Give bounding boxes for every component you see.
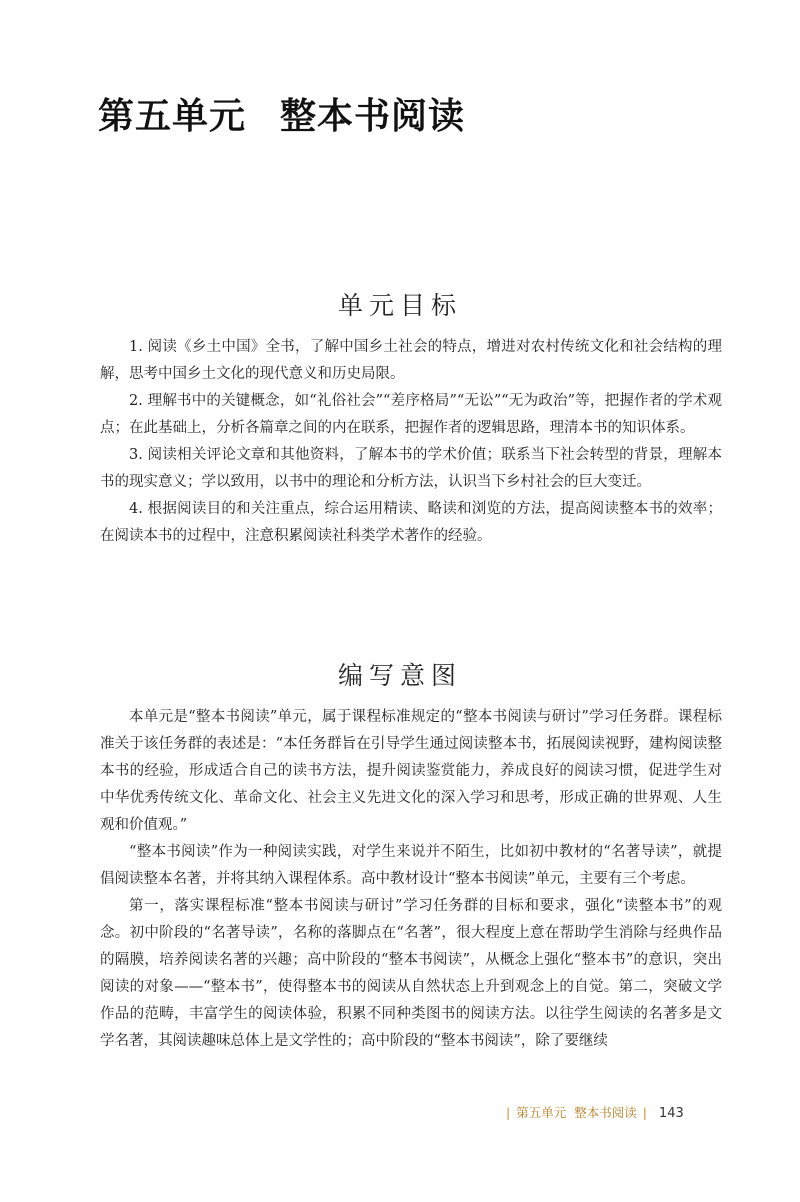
goal-item: 4. 根据阅读目的和关注重点，综合运用精读、略读和浏览的方法，提高阅读整本书的效率；在阅读本书的过程中，注意积累阅读社科类学术著作的经验。 bbox=[100, 501, 722, 544]
unit-title bbox=[98, 88, 465, 139]
intent-paragraph: 第一，落实课程标准“整本书阅读与研讨”学习任务群的目标和要求，强化“读整本书”的观念。初中阶段的“名著导读”，名称的落脚点在“名著”，很大程度上意在帮助学生消除与经典作品的隔膜，培养阅读名著的兴趣；高中阶段的“整本书阅读”，从概念上强化“整本书”的意识，突出阅读的对象——“整本书”，使得整本书的阅读从自然状态上升到观念上的自觉。第二，突破文学作品的范畴，丰富学生的阅读体验，积累不同种类图书的阅读方法。以往学生阅读的名著多是文学名著，其阅读趣味总体上是文学性的；高中阶段的“整本书阅读”，除了要继续 bbox=[100, 898, 722, 1049]
goals-list bbox=[100, 334, 722, 550]
footer-divider: | bbox=[506, 1105, 511, 1120]
page-footer bbox=[500, 1103, 750, 1121]
footer-divider: | bbox=[642, 1105, 647, 1120]
intent-paragraph: “整本书阅读”作为一种阅读实践，对学生来说并不陌生，比如初中教材的“名著导读”，就提倡阅读整本名著，并将其纳入课程体系。高中教材设计“整本书阅读”单元，主要有三个考虑。 bbox=[100, 844, 722, 887]
intent-paragraph: 本单元是“整本书阅读”单元，属于课程标准规定的“整本书阅读与研讨”学习任务群。课程标准关于该任务群的表述是：“本任务群旨在引导学生通过阅读整本书，拓展阅读视野，建构阅读整本书的经验，形成适合自己的读书方法，提升阅读鉴赏能力，养成良好的阅读习惯，促进学生对中华优秀传统文化、革命文化、社会主义先进文化的深入学习和思考，形成正确的世界观、人生观和价值观。” bbox=[100, 709, 722, 833]
intent-heading: 编写意图 bbox=[337, 661, 462, 690]
unit-topic: 整本书阅读 bbox=[280, 96, 466, 137]
goal-item: 3. 阅读相关评论文章和其他资料，了解本书的学术价值；联系当下社会转型的背景，理解本书的现实意义；学以致用，以书中的理论和分析方法，认识当下乡村社会的巨大变迁。 bbox=[100, 447, 722, 490]
goals-heading: 单元目标 bbox=[337, 291, 462, 320]
footer-unit: 第五单元 bbox=[516, 1105, 567, 1120]
page-number: 143 bbox=[658, 1106, 684, 1121]
footer-topic: 整本书阅读 bbox=[574, 1105, 637, 1120]
intent-body bbox=[100, 704, 722, 1055]
goal-item: 2. 理解书中的关键概念，如“礼俗社会”“差序格局”“无讼”“无为政治”等，把握作者的学术观点；在此基础上，分析各篇章之间的内在联系，把握作者的逻辑思路，理清本书的知识体系。 bbox=[100, 393, 722, 436]
goal-item: 1. 阅读《乡土中国》全书，了解中国乡土社会的特点，增进对农村传统文化和社会结构的理解，思考中国乡土文化的现代意义和历史局限。 bbox=[100, 339, 722, 382]
unit-number: 第五单元 bbox=[98, 96, 247, 137]
